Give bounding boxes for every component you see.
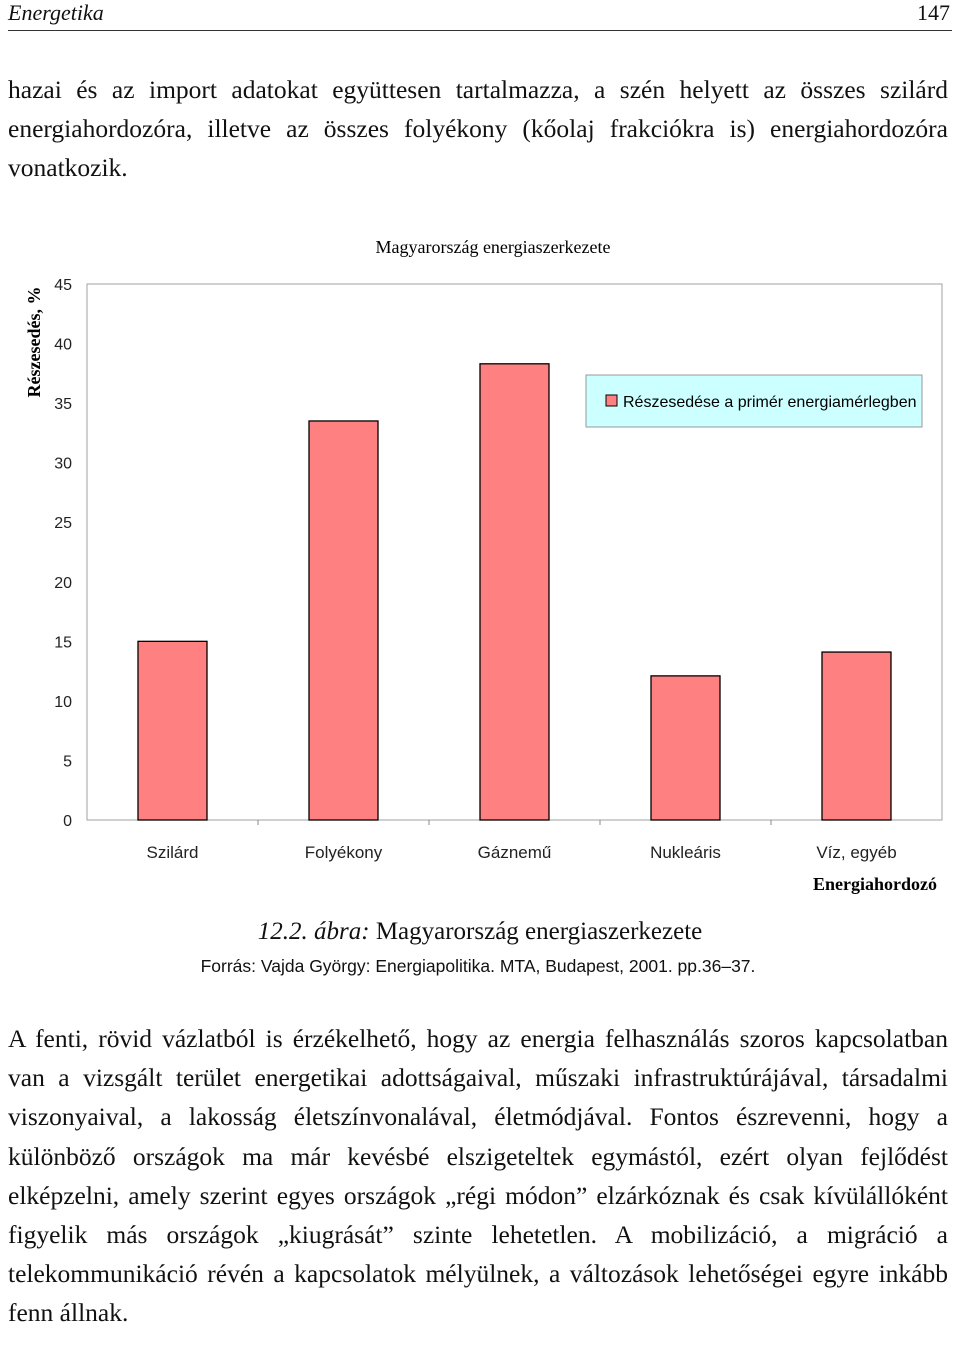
bar (309, 421, 378, 820)
bar (822, 652, 891, 820)
y-tick-label: 15 (54, 634, 72, 652)
x-tick-label: Víz, egyéb (816, 843, 897, 862)
bar (480, 364, 549, 820)
y-tick-label: 0 (63, 813, 72, 830)
bars (138, 364, 891, 820)
x-axis-label: Energiahordozó (813, 874, 937, 894)
figure-caption (0, 918, 960, 946)
page-number: 147 (917, 0, 950, 25)
figure-title: Magyarország energiaszerkezete (375, 918, 703, 945)
legend-swatch (606, 395, 617, 406)
y-tick-label: 10 (54, 693, 72, 711)
running-title: Energetika (8, 0, 104, 25)
x-tick-label: Folyékony (304, 843, 383, 862)
y-axis-ticks (54, 277, 72, 830)
y-axis-label: Részesedés, % (24, 286, 44, 398)
y-tick-label: 5 (63, 753, 72, 771)
bar-chart (0, 228, 960, 908)
figure-source: Forrás: Vajda György: Energiapolitika. MTA, Budapest, 2001. pp.36–37. (200, 956, 756, 976)
chart-title: Magyarország energiaszerkezete (375, 237, 611, 257)
bar (651, 676, 720, 820)
y-tick-label: 40 (54, 336, 72, 354)
legend-label: Részesedése a primér energiamérlegben (623, 394, 917, 411)
y-tick-label: 45 (54, 277, 72, 294)
y-tick-label: 25 (54, 515, 72, 533)
y-tick-label: 35 (54, 396, 72, 414)
x-tick-label: Nukleáris (650, 843, 721, 862)
bar (138, 641, 207, 820)
body-paragraph: A fenti, rövid vázlatból is érzékelhető, hogy az energia felhasználás szoros kapcsolatban van a vizsgált terület energetikai adottságaival, műszaki infrastruktúrájával, társadalmi viszonyaival, a lakosság életszínvonalával, életmódjával. Fontos észrevenni, hogy a különböző országok ma már kevésbé elszigeteltek egymástól, ezért olyan fejlődést elképzelni, amely szerint egyes országok „régi módon” elzárkóznak és csak kívülállóként figyelik más országok „kiugrását” szinte lehetetlen. A mobilizáció, a migráció a telekommunikáció révén a kapcsolatok mélyülnek, a változások lehetőségei egyre inkább fenn állnak. (8, 1024, 948, 1328)
y-tick-label: 20 (54, 574, 72, 592)
y-tick-label: 30 (54, 455, 72, 473)
x-axis-labels (147, 820, 897, 862)
x-tick-label: Gáznemű (477, 843, 552, 862)
intro-paragraph: hazai és az import adatokat együttesen tartalmazza, a szén helyett az összes szilárd energiahordozóra, illetve az összes folyékony (kőolaj frakciókra is) energiahordozóra vonatkozik. (8, 75, 948, 182)
page-header (8, 0, 952, 31)
figure-number: 12.2. ábra: (257, 918, 370, 945)
legend (586, 375, 922, 427)
x-tick-label: Szilárd (146, 843, 199, 862)
